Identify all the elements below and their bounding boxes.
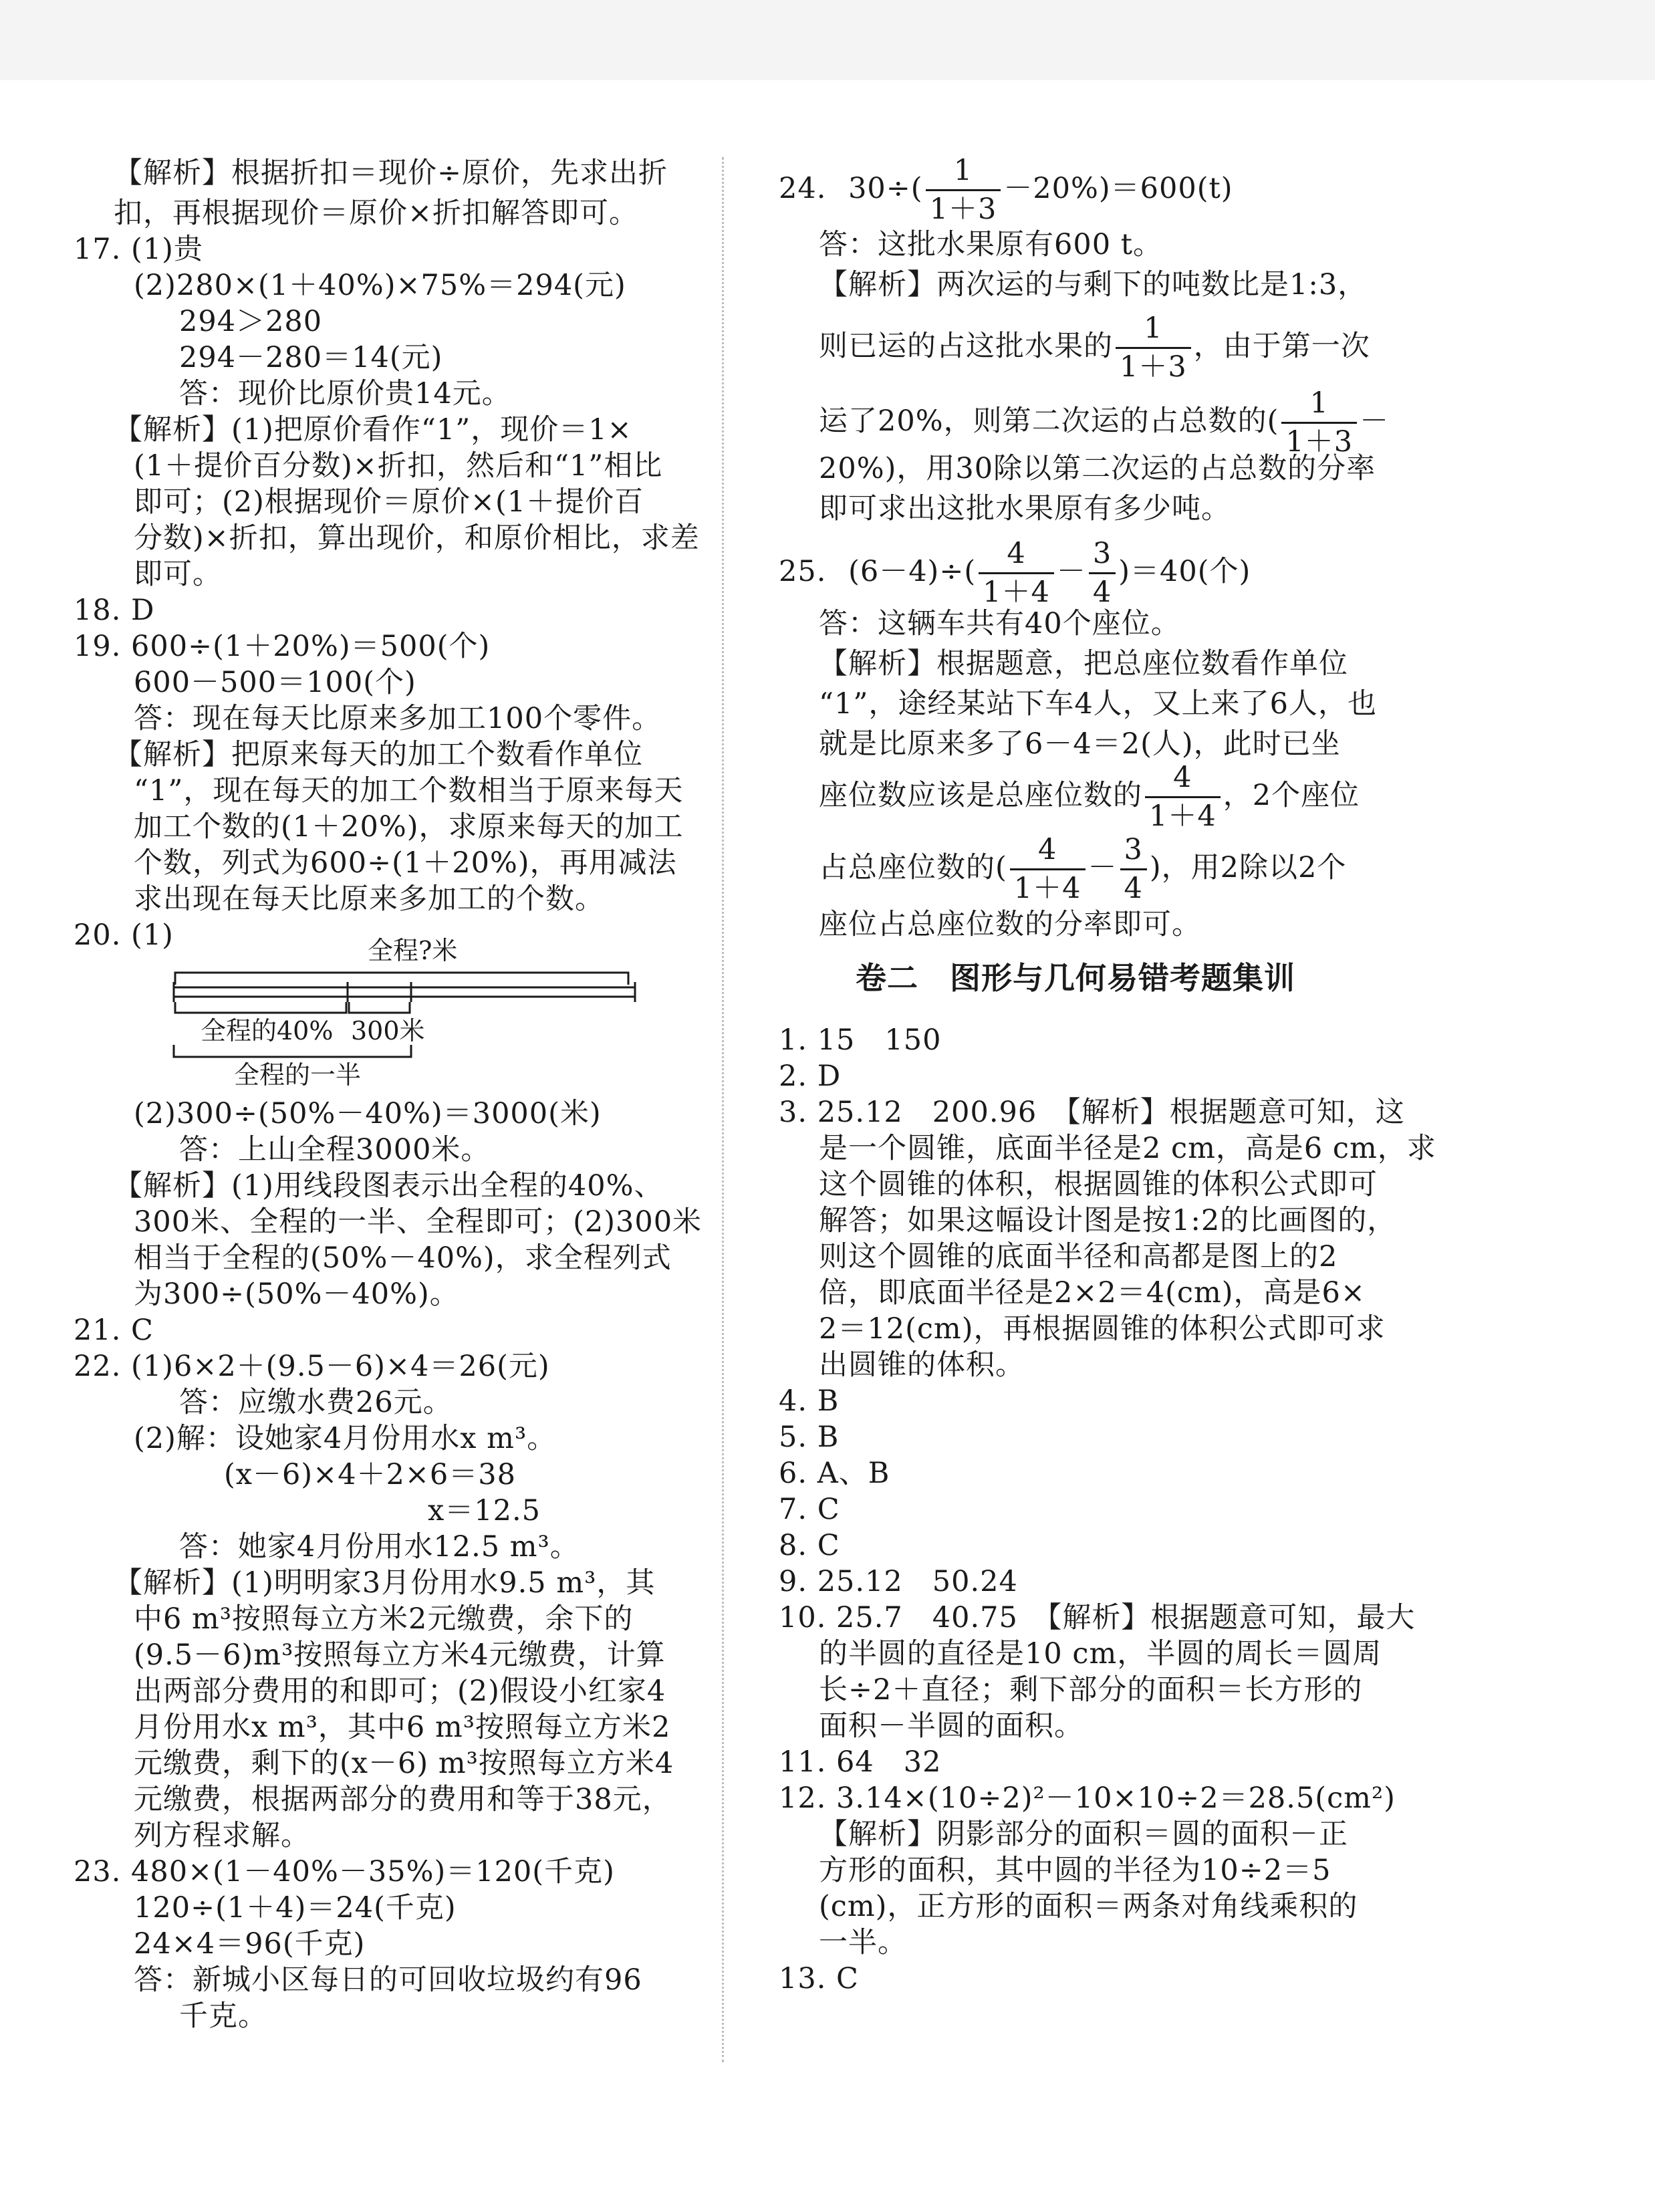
- left-text-line: 分数)×折扣，算出现价，和原价相比，求差: [134, 521, 700, 555]
- q25-analysis-1: 【解析】根据题意，把总座位数看作单位: [819, 647, 1348, 681]
- left-text-line: 为300÷(50%－40%)。: [134, 1277, 459, 1311]
- q25-equation: 25. (6－4)÷( $\frac{4}{1+4}$ － $\frac{3}{4}$ )＝40(个): [779, 537, 1251, 610]
- left-text-line: 答：上山全程3000米。: [179, 1133, 491, 1166]
- left-text-line: 294＞280: [179, 305, 323, 338]
- diagram-label-total: 全程?米: [368, 936, 458, 965]
- right-text-line: 6. A、B: [779, 1457, 890, 1490]
- left-text-line: 294－280＝14(元): [179, 341, 443, 374]
- q25-analysis-3: 就是比原来多了6－4＝2(人)，此时已坐: [819, 727, 1341, 761]
- q24-post: －20%)＝600(t): [1003, 171, 1233, 205]
- left-text-line: (2)解：设她家4月份用水x m³。: [134, 1422, 557, 1455]
- left-text-line: 300米、全程的一半、全程即可；(2)300米: [134, 1205, 703, 1239]
- left-text-line: (2)300÷(50%－40%)＝3000(米): [134, 1097, 602, 1130]
- q24-analysis-5: 即可求出这批水果原有多少吨。: [819, 492, 1231, 525]
- fraction: $\frac{3}{4}$: [1120, 834, 1147, 905]
- right-text-line: 的半圆的直径是10 cm，半圆的周长＝圆周: [819, 1637, 1382, 1671]
- right-text-line: 12. 3.14×(10÷2)²－10×10÷2＝28.5(cm²): [779, 1781, 1396, 1815]
- q24-answer: 答：这批水果原有600 t。: [819, 228, 1163, 261]
- right-text-line: 一半。: [819, 1926, 907, 1959]
- segment-diagram: [167, 933, 648, 1086]
- left-text-line: 21. C: [74, 1314, 154, 1347]
- q24-equation: [779, 155, 1233, 226]
- right-text-line: 8. C: [779, 1529, 840, 1562]
- left-text-line: 个数，列式为600÷(1＋20%)，再用减法: [134, 846, 677, 880]
- left-text-line: 19. 600÷(1＋20%)＝500(个): [74, 630, 491, 663]
- left-text-line: “1”，现在每天的加工个数相当于原来每天: [134, 774, 684, 808]
- q24-analysis-1: 【解析】两次运的与剩下的吨数比是1:3，: [819, 268, 1368, 301]
- left-text-line: (1＋提价百分数)×折扣，然后和“1”相比: [134, 449, 663, 483]
- left-text-line: (2)280×(1＋40%)×75%＝294(元): [134, 269, 626, 302]
- left-text-line: 120÷(1＋4)＝24(千克): [134, 1891, 457, 1925]
- right-text-line: 出圆锥的体积。: [819, 1348, 1025, 1382]
- q25-answer: 答：这辆车共有40个座位。: [819, 607, 1180, 640]
- right-text-line: 这个圆锥的体积，根据圆锥的体积公式即可: [819, 1168, 1378, 1201]
- diagram-top-brace: [175, 973, 628, 985]
- left-text-line: 24×4＝96(千克): [134, 1927, 366, 1961]
- right-text-line: 解答；如果这幅设计图是按1:2的比画图的，: [819, 1204, 1397, 1237]
- q24-analysis-3: 运了20%，则第二次运的占总数的( $\frac{1}{1+3}$ －: [819, 386, 1390, 459]
- left-text-line: 22. (1)6×2＋(9.5－6)×4＝26(元): [74, 1350, 550, 1383]
- left-text-line: 元缴费，剩下的(x－6) m³按照每立方米4: [134, 1747, 674, 1780]
- left-text-line: 答：现价比原价贵14元。: [179, 377, 511, 410]
- q25-analysis-4: 座位数应该是总座位数的 $\frac{4}{1+4}$ ，2个座位: [819, 761, 1360, 834]
- left-text-line: 千克。: [179, 1999, 267, 2033]
- left-text-line: x＝12.5: [428, 1494, 541, 1527]
- fraction: $\frac{1}{1+3}$: [1281, 388, 1357, 459]
- right-text-line: 4. B: [779, 1384, 840, 1418]
- right-text-line: 7. C: [779, 1493, 840, 1526]
- q24-number: 24.: [779, 171, 827, 205]
- left-text-line: 【解析】把原来每天的加工个数看作单位: [114, 738, 643, 771]
- q24-analysis-4: 20%)，用30除以第二次运的占总数的分率: [819, 452, 1376, 485]
- left-text-line: 出两部分费用的和即可；(2)假设小红家4: [134, 1675, 666, 1708]
- q24-analysis-2: 则已运的占这批水果的 $\frac{1}{1+3}$ ，由于第一次: [819, 312, 1370, 384]
- fraction: $\frac{4}{1+4}$: [1145, 762, 1221, 833]
- fraction: $\frac{3}{4}$: [1089, 538, 1116, 609]
- right-text-line: 【解析】阴影部分的面积＝圆的面积－正: [819, 1818, 1348, 1851]
- left-text-line: 加工个数的(1＋20%)，求原来每天的加工: [134, 810, 684, 844]
- left-text-line: 600－500＝100(个): [134, 666, 416, 699]
- right-text-line: 3. 25.12 200.96 【解析】根据题意可知，这: [779, 1096, 1405, 1129]
- left-text-line: 扣，再根据现价＝原价×折扣解答即可。: [114, 197, 639, 230]
- right-text-line: 11. 64 32: [779, 1745, 942, 1779]
- section-title: 卷二 图形与几何易错考题集训: [856, 960, 1295, 996]
- left-text-line: 【解析】(1)明明家3月份用水9.5 m³，其: [114, 1566, 656, 1600]
- right-text-line: 13. C: [779, 1962, 859, 1995]
- q24-pre: 30÷(: [848, 171, 923, 205]
- left-text-line: 【解析】(1)用线段图表示出全程的40%、: [114, 1169, 664, 1203]
- diagram-brace-300: [349, 1002, 410, 1013]
- right-text-line: 9. 25.12 50.24: [779, 1565, 1018, 1598]
- right-text-line: 倍，即底面半径是2×2＝4(cm)，高是6×: [819, 1276, 1366, 1310]
- left-text-line: 元缴费，根据两部分的费用和等于38元，: [134, 1783, 672, 1816]
- right-text-line: 方形的面积，其中圆的半径为10÷2＝5: [819, 1854, 1331, 1887]
- diagram-label-300: 300米: [351, 1016, 425, 1046]
- left-text-line: 答：应缴水费26元。: [179, 1386, 453, 1419]
- left-text-line: 月份用水x m³，其中6 m³按照每立方米2: [134, 1711, 671, 1744]
- fraction: $\frac{4}{1+4}$: [1010, 834, 1086, 905]
- left-text-line: 列方程求解。: [134, 1819, 310, 1852]
- left-text-line: 【解析】根据折扣＝现价÷原价，先求出折: [114, 156, 668, 190]
- page-top-band: [0, 0, 1655, 80]
- left-text-line: 23. 480×(1－40%－35%)＝120(千克): [74, 1855, 615, 1888]
- left-text-line: 18. D: [74, 594, 155, 627]
- column-divider: [722, 157, 724, 2062]
- left-text-line: (9.5－6)m³按照每立方米4元缴费，计算: [134, 1638, 666, 1672]
- right-text-line: 5. B: [779, 1421, 840, 1454]
- left-text-line: 即可。: [134, 558, 222, 591]
- fraction: $\frac{1}{1+3}$: [926, 155, 1001, 226]
- fraction: $\frac{1}{1+3}$: [1116, 313, 1191, 384]
- left-text-line: 中6 m³按照每立方米2元缴费，余下的: [134, 1602, 634, 1636]
- left-text-line: 【解析】(1)把原价看作“1”，现价＝1×: [114, 413, 632, 447]
- left-text-line: (x－6)×4＋2×6＝38: [224, 1458, 517, 1491]
- diagram-brace-40: [175, 1002, 346, 1013]
- left-text-line: 答：现在每天比原来多加工100个零件。: [134, 702, 662, 735]
- right-text-line: 10. 25.7 40.75 【解析】根据题意可知，最大: [779, 1601, 1416, 1634]
- fraction: $\frac{4}{1+4}$: [979, 538, 1054, 609]
- left-text-line: 答：她家4月份用水12.5 m³。: [179, 1530, 580, 1564]
- diagram-label-40: 全程的40%: [201, 1016, 334, 1046]
- q25-analysis-2: “1”，途经某站下车4人，又上来了6人，也: [819, 687, 1378, 721]
- q25-analysis-6: 座位占总座位数的分率即可。: [819, 908, 1201, 941]
- right-text-line: 面积－半圆的面积。: [819, 1709, 1084, 1743]
- left-text-line: 17. (1)贵: [74, 233, 203, 266]
- right-text-line: (cm)，正方形的面积＝两条对角线乘积的: [819, 1890, 1358, 1923]
- left-text-line: 答：新城小区每日的可回收垃圾约有96: [134, 1963, 642, 1997]
- right-text-line: 1. 15 150: [779, 1023, 942, 1057]
- right-text-line: 2＝12(cm)，再根据圆锥的体积公式即可求: [819, 1312, 1386, 1346]
- left-text-line: 20. (1): [74, 918, 174, 952]
- q25-analysis-5: 占总座位数的( $\frac{4}{1+4}$ － $\frac{3}{4}$ )，用2除以2个: [819, 833, 1347, 906]
- right-text-line: 是一个圆锥，底面半径是2 cm，高是6 cm，求: [819, 1132, 1436, 1165]
- left-text-line: 相当于全程的(50%－40%)，求全程列式: [134, 1241, 672, 1275]
- left-text-line: 即可；(2)根据现价＝原价×(1＋提价百: [134, 485, 644, 519]
- diagram-label-half: 全程的一半: [234, 1060, 362, 1086]
- right-text-line: 则这个圆锥的底面半径和高都是图上的2: [819, 1240, 1338, 1273]
- right-text-line: 2. D: [779, 1060, 842, 1093]
- right-text-line: 长÷2＋直径；剩下部分的面积＝长方形的: [819, 1673, 1363, 1707]
- diagram-brace-half: [174, 1045, 411, 1057]
- left-text-line: 求出现在每天比原来多加工的个数。: [134, 882, 604, 916]
